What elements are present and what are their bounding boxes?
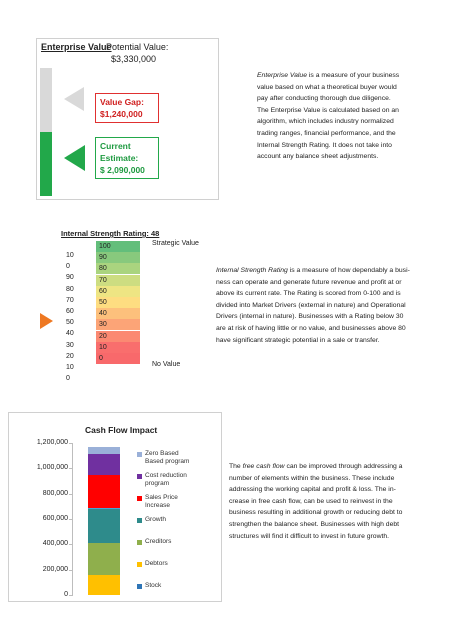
current-estimate-label-2: Estimate:: [100, 153, 139, 163]
ev-line-5: trading ranges, financial performance, and the: [257, 129, 396, 137]
rating-bar-segment: 90: [96, 252, 140, 263]
legend-swatch: [137, 540, 142, 545]
value-gap-pointer-icon: [64, 87, 84, 111]
rating-scale-tick: 80: [66, 285, 74, 293]
rating-line-4: Drivers (internal in nature). Businesses with a Rating below 30: [216, 313, 404, 321]
rating-line-6: have significant strategic potential in a sale or transfer.: [216, 336, 380, 344]
enterprise-value-description: [257, 70, 437, 163]
y-tick-mark: [69, 519, 73, 520]
rating-bar-segment: 20: [96, 331, 140, 342]
cf-line-2: addressing the working capital and profit & loss. The in-: [229, 486, 396, 494]
ev-line-2: pay after conducting thorough due diligence.: [257, 95, 391, 103]
bar-segment: [88, 509, 120, 543]
rating-scale-tick: 90: [66, 274, 74, 282]
bar-segment: [88, 575, 120, 595]
y-tick-label: 400,000: [42, 540, 68, 548]
ev-line-4: algorithm, which includes industry normalized: [257, 118, 394, 126]
ev-line-0: is a measure of your business: [308, 72, 400, 79]
chart-title: Cash Flow Impact: [85, 425, 158, 435]
strategic-value-label: Strategic Value: [152, 240, 199, 247]
rating-pointer-icon: [40, 313, 53, 329]
rating-scale-tick: 70: [66, 296, 74, 304]
ev-line-1: value based on what a theoretical buyer would: [257, 83, 397, 91]
y-tick-mark: [69, 570, 73, 571]
legend-swatch: [137, 496, 142, 501]
rating-scale-tick: 0: [66, 263, 70, 271]
bar-segment: [88, 447, 120, 453]
value-gap-label: Value Gap:: [100, 97, 144, 107]
legend-entry: Sales Price Increase: [145, 494, 178, 509]
cf-line-4: business resulting in additional growth or reducing debt to: [229, 509, 403, 517]
rating-scale-tick: 40: [66, 330, 74, 338]
potential-value-label: Potential Value:: [106, 42, 169, 52]
cf-term: free cash flow: [242, 463, 285, 470]
cf-line-5: strengthen the balance sheet. Businesses with high debt: [229, 520, 400, 528]
legend-entry: Creditors: [145, 538, 172, 545]
cf-line-3: crease in free cash flow, can be used to reinvest in the: [229, 497, 393, 505]
rating-scale-tick: 10: [66, 252, 74, 259]
rating-term: Internal Strength Rating: [216, 267, 288, 274]
y-tick-mark: [69, 468, 73, 469]
value-gap-amount: $1,240,000: [100, 109, 143, 119]
rating-line-0: is a measure of how dependably a busi-: [289, 267, 410, 274]
legend-entry: Stock: [145, 582, 162, 589]
ev-line-7: account any balance sheet adjustments.: [257, 153, 379, 161]
rating-bar-segment: 30: [96, 319, 140, 330]
y-tick-label: 0: [64, 591, 68, 598]
current-estimate-bar: [40, 132, 52, 196]
ev-line-6: Internal Strength Rating. It does not take into: [257, 141, 392, 149]
legend-entry: Debtors: [145, 560, 168, 567]
bar-segment: [88, 454, 120, 475]
enterprise-value-title: Enterprise Value: [41, 42, 112, 52]
rating-scale-tick: 50: [66, 319, 74, 327]
rating-line-5: are at risk of having little or no value, and businesses above 80: [216, 324, 406, 332]
rating-bar-segment: 100: [96, 241, 140, 252]
y-tick-label: 800,000: [42, 489, 68, 497]
potential-value-amount: $3,330,000: [111, 54, 157, 64]
legend-entry: Zero Based Based program: [145, 450, 190, 465]
rating-bar-segment: 10: [96, 342, 140, 353]
bar-segment: [88, 475, 120, 509]
legend-swatch: [137, 452, 142, 457]
cash-flow-description: [229, 461, 444, 542]
rating-scale-tick: 20: [66, 352, 74, 360]
rating-bar-segment: 80: [96, 263, 140, 274]
rating-bar-segment: 60: [96, 286, 140, 297]
cf-line-0: can be improved through addressing a: [286, 463, 403, 470]
current-estimate-label-1: Current: [100, 141, 131, 151]
bar-segment: [88, 543, 120, 575]
current-estimate-pointer-icon: [64, 145, 85, 171]
rating-bar-segment: 0: [96, 353, 140, 364]
y-tick-mark: [69, 443, 73, 444]
value-gap-box: [95, 93, 159, 123]
y-tick-label: 1,200,000: [36, 439, 68, 446]
y-tick-label: 200,000: [42, 565, 68, 573]
enterprise-value-panel: [36, 38, 219, 200]
legend-swatch: [137, 518, 142, 523]
rating-description: [216, 265, 441, 346]
rating-bar-segment: 40: [96, 308, 140, 319]
rating-bar-segment: 70: [96, 275, 140, 286]
cf-line-1: number of elements within the business. These include: [229, 474, 395, 482]
y-tick-mark: [69, 544, 73, 545]
y-tick-label: 1,000,000: [36, 464, 68, 472]
rating-scale-tick: 60: [66, 308, 74, 315]
y-tick-mark: [69, 595, 73, 596]
rating-line-1: ness can operate and generate future revenue and profit at or: [216, 278, 402, 286]
rating-bar-segment: 50: [96, 297, 140, 308]
value-gap-bar: [40, 68, 52, 132]
legend-swatch: [137, 474, 142, 479]
cf-line-6: structures will find it difficult to invest in future growth.: [229, 532, 390, 540]
rating-scale-tick: 30: [66, 341, 74, 349]
rating-line-2: above its current rate. The Rating is scored from 0-100 and is: [216, 290, 401, 298]
y-tick-label: 600,000: [42, 515, 68, 522]
current-estimate-box: [95, 137, 159, 179]
rating-scale-tick: 10: [66, 364, 74, 371]
cf-prefix: The: [229, 463, 241, 470]
rating-scale-tick: 0: [66, 375, 70, 383]
legend-entry: Growth: [145, 516, 166, 523]
bar-segment: [88, 508, 120, 509]
rating-title: Internal Strength Rating: 48: [61, 229, 160, 238]
legend-swatch: [137, 584, 142, 589]
ev-line-3: The Enterprise Value is calculated based on an: [257, 106, 399, 114]
rating-line-3: divided into Market Drivers (external in nature) and Operational: [216, 301, 406, 309]
legend-swatch: [137, 562, 142, 567]
y-tick-mark: [69, 494, 73, 495]
ev-term: Enterprise Value: [257, 72, 307, 79]
legend-entry: Cost reduction program: [145, 472, 187, 487]
no-value-label: No Value: [152, 361, 181, 368]
current-estimate-amount: $ 2,090,000: [100, 165, 145, 175]
